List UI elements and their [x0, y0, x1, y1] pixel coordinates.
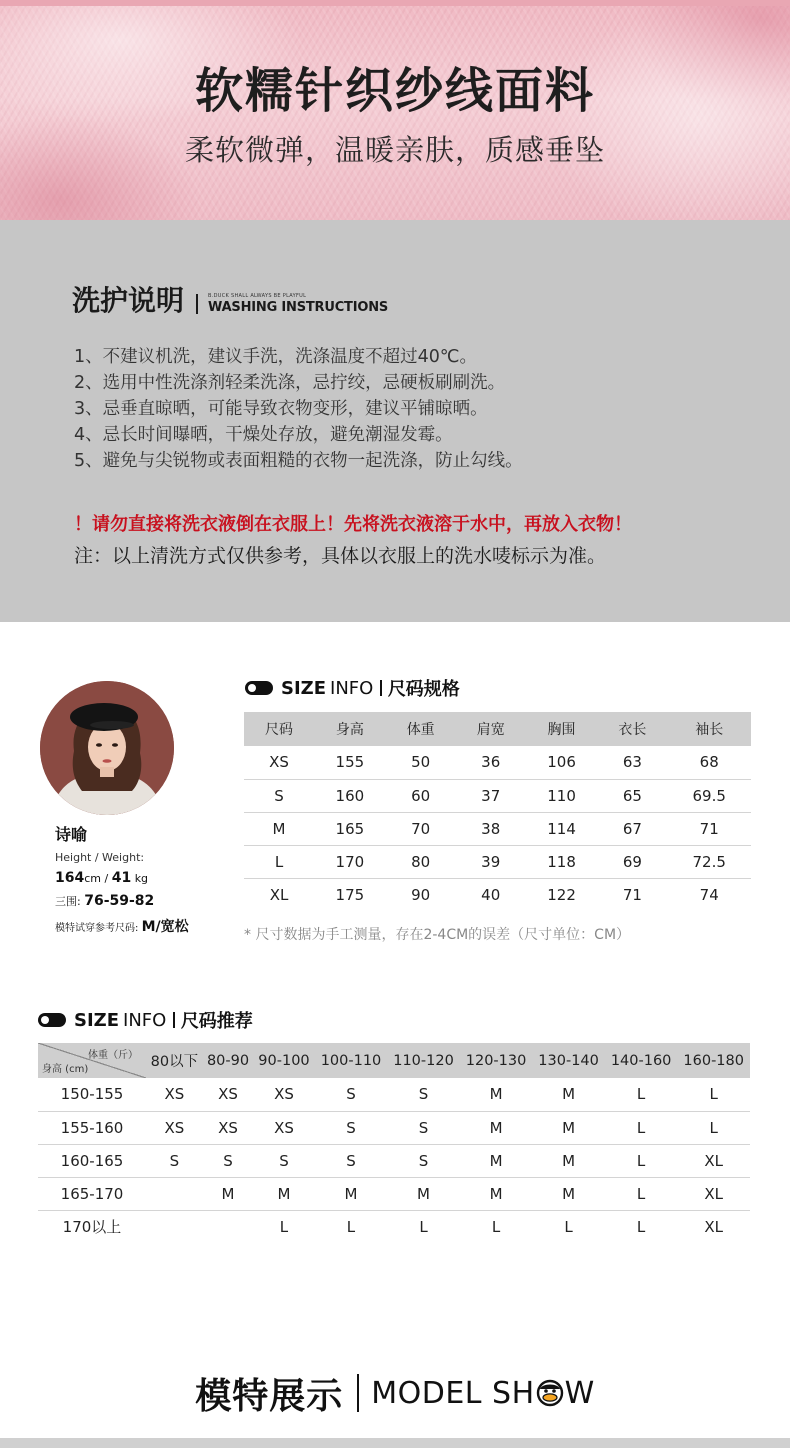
model-show-english-right: W — [564, 1375, 595, 1411]
model-ref-size — [55, 916, 189, 936]
table-cell: S — [146, 1144, 203, 1177]
table-cell: L — [244, 845, 314, 878]
table-row — [38, 1111, 750, 1144]
table-cell: 69.5 — [667, 779, 751, 812]
table-cell: L — [419, 1217, 428, 1236]
washing-note: 注：以上清洗方式仅供参考，具体以衣服上的洗水唛标示为准。 — [74, 545, 607, 567]
washing-header — [72, 278, 388, 318]
table-row — [244, 878, 751, 911]
column-header: 身高 — [314, 712, 386, 746]
table-cell: XL — [677, 1144, 750, 1177]
column-header: 140-160 — [605, 1043, 678, 1078]
table-cell: S — [253, 1144, 314, 1177]
washing-title: 洗护说明 — [72, 284, 185, 317]
fabric-banner — [0, 0, 790, 220]
table-cell: 118 — [526, 845, 598, 878]
header-divider — [380, 680, 382, 696]
model-name: 诗喻 — [55, 825, 88, 844]
model-show-english-left: MODEL SH — [371, 1375, 535, 1411]
model-avatar — [40, 681, 174, 815]
column-header: 80-90 — [203, 1043, 253, 1078]
model-height-unit: cm / — [84, 872, 109, 885]
column-header: 衣长 — [597, 712, 667, 746]
header-divider — [196, 294, 198, 314]
table-cell: L — [605, 1111, 678, 1144]
size-spec-head-info: INFO — [330, 677, 374, 699]
height-cell: 165-170 — [38, 1177, 146, 1210]
table-cell: S — [387, 1078, 460, 1111]
size-spec-note: * 尺寸数据为手工测量，存在2-4CM的误差（尺寸单位：CM） — [244, 927, 631, 943]
table-cell: M — [460, 1111, 533, 1144]
washing-item: 2、选用中性洗涤剂轻柔洗涤，忌拧绞，忌硬板刷刷洗。 — [74, 373, 506, 393]
table-cell: M — [460, 1144, 533, 1177]
table-cell — [203, 1210, 253, 1243]
model-weight-unit: kg — [134, 872, 149, 885]
size-spec-table — [244, 712, 751, 911]
table-cell: 90 — [411, 885, 431, 904]
table-cell: M — [387, 1177, 460, 1210]
model-show-english — [371, 1376, 595, 1411]
model-size-value: M/宽松 — [141, 919, 189, 935]
table-cell: L — [605, 1177, 678, 1210]
model-height: 164 — [55, 870, 85, 886]
column-header: 肩宽 — [456, 712, 526, 746]
table-row — [38, 1177, 750, 1210]
washing-section — [0, 220, 790, 622]
height-cell: 150-155 — [38, 1078, 146, 1111]
size-spec-header — [245, 675, 460, 701]
table-cell: 110 — [526, 779, 598, 812]
table-cell: M — [315, 1177, 388, 1210]
washing-english-title: WASHING INSTRUCTIONS — [208, 300, 389, 315]
table-cell: M — [244, 812, 314, 845]
table-cell: 106 — [526, 746, 598, 779]
table-cell: 39 — [456, 845, 526, 878]
table-cell: S — [315, 1144, 388, 1177]
table-cell: S — [315, 1078, 388, 1111]
size-spec-head-size: SIZE — [281, 677, 327, 699]
washing-item: 1、不建议机洗，建议手洗，洗涤温度不超过40℃。 — [74, 347, 478, 367]
table-cell: XL — [704, 1217, 723, 1236]
model-show-header — [0, 1370, 790, 1416]
table-header-row — [244, 712, 751, 746]
table-cell: M — [532, 1144, 605, 1177]
table-cell — [146, 1177, 203, 1210]
height-cell: 170以上 — [62, 1218, 122, 1237]
height-cell: 160-165 — [38, 1144, 146, 1177]
table-cell: L — [677, 1078, 750, 1111]
table-cell: 72.5 — [667, 845, 751, 878]
table-cell: XS — [253, 1078, 314, 1111]
table-cell: L — [677, 1111, 750, 1144]
table-cell: XL — [269, 885, 289, 904]
table-cell: 69 — [597, 845, 667, 878]
table-row — [244, 845, 751, 878]
table-cell: XS — [244, 746, 314, 779]
duck-face-icon — [536, 1379, 564, 1407]
washing-warning: ！请勿直接将洗衣液倒在衣服上！先将洗衣液溶于水中，再放入衣物！ — [74, 514, 632, 535]
table-cell: 36 — [456, 746, 526, 779]
column-header: 120-130 — [460, 1043, 533, 1078]
column-header: 尺码 — [244, 712, 314, 746]
table-cell: 65 — [597, 779, 667, 812]
table-cell: S — [203, 1144, 253, 1177]
model-bwh-label: 三围: — [55, 895, 81, 908]
column-header: 130-140 — [532, 1043, 605, 1078]
table-cell: 38 — [456, 812, 526, 845]
model-bwh-value: 76-59-82 — [84, 893, 155, 909]
table-cell: 114 — [526, 812, 598, 845]
column-header: 110-120 — [387, 1043, 460, 1078]
model-height-weight — [55, 870, 148, 886]
table-cell: XS — [203, 1111, 253, 1144]
fabric-title: 软糯针织纱线面料 — [194, 63, 595, 119]
washing-list — [74, 344, 523, 474]
table-cell: XS — [203, 1078, 253, 1111]
table-cell: M — [253, 1177, 314, 1210]
table-cell: L — [605, 1144, 678, 1177]
size-rec-head-cn: 尺码推荐 — [180, 1011, 253, 1032]
table-cell: M — [460, 1177, 533, 1210]
washing-english-block — [208, 293, 388, 316]
table-row — [244, 779, 751, 812]
model-hw-label: Height / Weight: — [55, 851, 145, 864]
corner-header — [38, 1043, 146, 1078]
table-cell: S — [387, 1111, 460, 1144]
table-cell: 175 — [335, 885, 365, 904]
size-spec-head-cn: 尺码规格 — [387, 679, 460, 700]
table-cell: M — [532, 1078, 605, 1111]
table-header-row — [38, 1043, 750, 1078]
table-cell: 155 — [314, 746, 386, 779]
table-cell: 50 — [386, 746, 456, 779]
table-cell: 71 — [667, 812, 751, 845]
table-cell: L — [491, 1217, 501, 1236]
brand-tagline: B.DUCK SHALL ALWAYS BE PLAYFUL — [208, 293, 307, 299]
washing-item: 3、忌垂直晾晒，可能导致衣物变形，建议平铺晾晒。 — [74, 399, 488, 419]
toggle-icon — [245, 681, 273, 695]
model-weight: 41 — [111, 870, 132, 886]
table-cell: 67 — [597, 812, 667, 845]
table-row — [38, 1210, 750, 1243]
table-cell: 68 — [667, 746, 751, 779]
model-size-label: 模特试穿参考尺码: — [55, 923, 139, 934]
table-cell: M — [203, 1177, 253, 1210]
table-cell: XS — [146, 1111, 203, 1144]
table-cell: L — [346, 1217, 356, 1236]
table-cell: 63 — [597, 746, 667, 779]
column-header: 袖长 — [667, 712, 751, 746]
table-cell: 70 — [386, 812, 456, 845]
header-divider — [357, 1374, 359, 1412]
column-header: 80以下 — [146, 1043, 203, 1078]
table-cell: L — [564, 1217, 573, 1236]
table-cell: M — [460, 1078, 533, 1111]
washing-item: 4、忌长时间曝晒，干燥处存放，避免潮湿发霉。 — [74, 425, 453, 445]
table-cell: 122 — [547, 885, 576, 904]
column-header: 90-100 — [253, 1043, 314, 1078]
bottom-strip — [0, 1438, 790, 1448]
table-row — [244, 812, 751, 845]
table-cell: M — [532, 1177, 605, 1210]
table-row — [38, 1078, 750, 1111]
height-cell: 155-160 — [38, 1111, 146, 1144]
top-strip — [0, 0, 790, 6]
corner-height-label: 身高 (cm) — [42, 1064, 89, 1075]
table-cell: 60 — [386, 779, 456, 812]
size-rec-head-info: INFO — [123, 1009, 167, 1031]
column-header: 100-110 — [315, 1043, 388, 1078]
column-header: 160-180 — [677, 1043, 750, 1078]
toggle-icon — [38, 1013, 66, 1027]
table-row — [244, 746, 751, 779]
table-cell: 160 — [314, 779, 386, 812]
size-rec-header — [38, 1007, 253, 1033]
column-header: 体重 — [386, 712, 456, 746]
table-cell: L — [636, 1217, 646, 1236]
size-rec-table — [38, 1043, 750, 1243]
model-portrait-icon — [40, 681, 174, 815]
fabric-subtitle: 柔软微弹，温暖亲肤，质感垂坠 — [184, 133, 605, 167]
table-cell: 170 — [314, 845, 386, 878]
model-measurements — [55, 893, 154, 909]
table-cell: XL — [677, 1177, 750, 1210]
table-cell: S — [244, 779, 314, 812]
washing-item: 5、避免与尖锐物或表面粗糙的衣物一起洗涤，防止勾线。 — [74, 451, 523, 471]
table-row — [38, 1144, 750, 1177]
corner-weight-label: 体重（斤） — [88, 1050, 138, 1061]
table-cell: 165 — [314, 812, 386, 845]
table-cell: L — [605, 1078, 678, 1111]
table-cell — [146, 1210, 203, 1243]
model-show-title: 模特展示 — [195, 1375, 344, 1417]
table-cell: XS — [146, 1078, 203, 1111]
table-cell: 74 — [699, 885, 719, 904]
header-divider — [173, 1012, 175, 1028]
table-cell: 80 — [386, 845, 456, 878]
table-cell: S — [387, 1144, 460, 1177]
size-rec-head-size: SIZE — [74, 1009, 120, 1031]
table-cell: 40 — [481, 885, 501, 904]
column-header: 胸围 — [526, 712, 598, 746]
table-cell: M — [532, 1111, 605, 1144]
table-cell: S — [315, 1111, 388, 1144]
table-cell: L — [279, 1217, 289, 1236]
table-cell: 71 — [622, 885, 642, 904]
table-cell: 37 — [456, 779, 526, 812]
table-cell: XS — [253, 1111, 314, 1144]
